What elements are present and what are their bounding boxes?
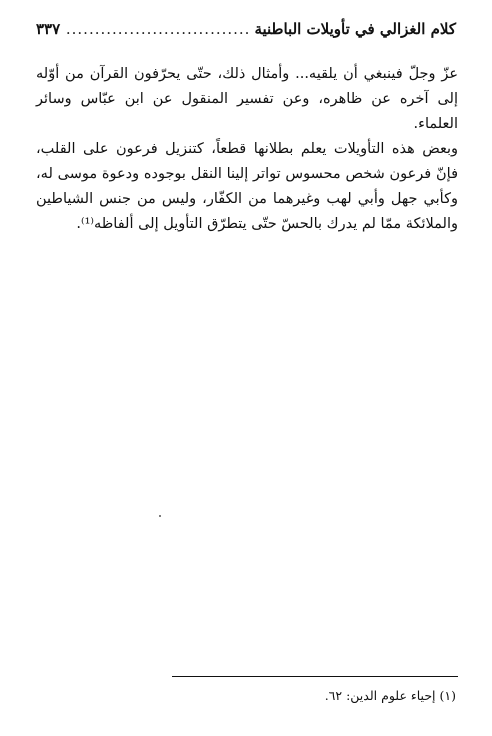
page-number: ٣٣٧ [36, 20, 61, 38]
main-text [36, 62, 458, 237]
paragraph-2: وبعض هذه التأويلات يعلم بطلانها قطعاً، كتنزيل فرعون على القلب، فإنّ فرعون شخص محسوس تواتر إلينا النقل بوجوده ودعوة موسى له، وكأبي جهل وأبي لهب وغيرهما من الكفّار، وليس من جنس الشياطين والملائكة ممّا لم يدرك بالحسّ حتّى يتطرّق التأويل إلى ألفاظه⁽¹⁾. [36, 141, 458, 232]
ink-speck [159, 515, 161, 517]
footnote-divider [172, 676, 458, 677]
footnote: (١) إحياء علوم الدين: ٦٢. [324, 688, 456, 703]
running-header [36, 20, 456, 44]
paragraph-1: عزّ وجلّ فينبغي أن يلقيه... وأمثال ذلك، حتّى يحرّفون القرآن من أوّله إلى آخره عن ظاهره، وعن تفسير المنقول عن ابن عبّاس وسائر العلماء. [36, 66, 458, 132]
header-leader-dots [64, 20, 250, 38]
header-title: كلام الغزالي في تأويلات الباطنية [254, 20, 456, 38]
